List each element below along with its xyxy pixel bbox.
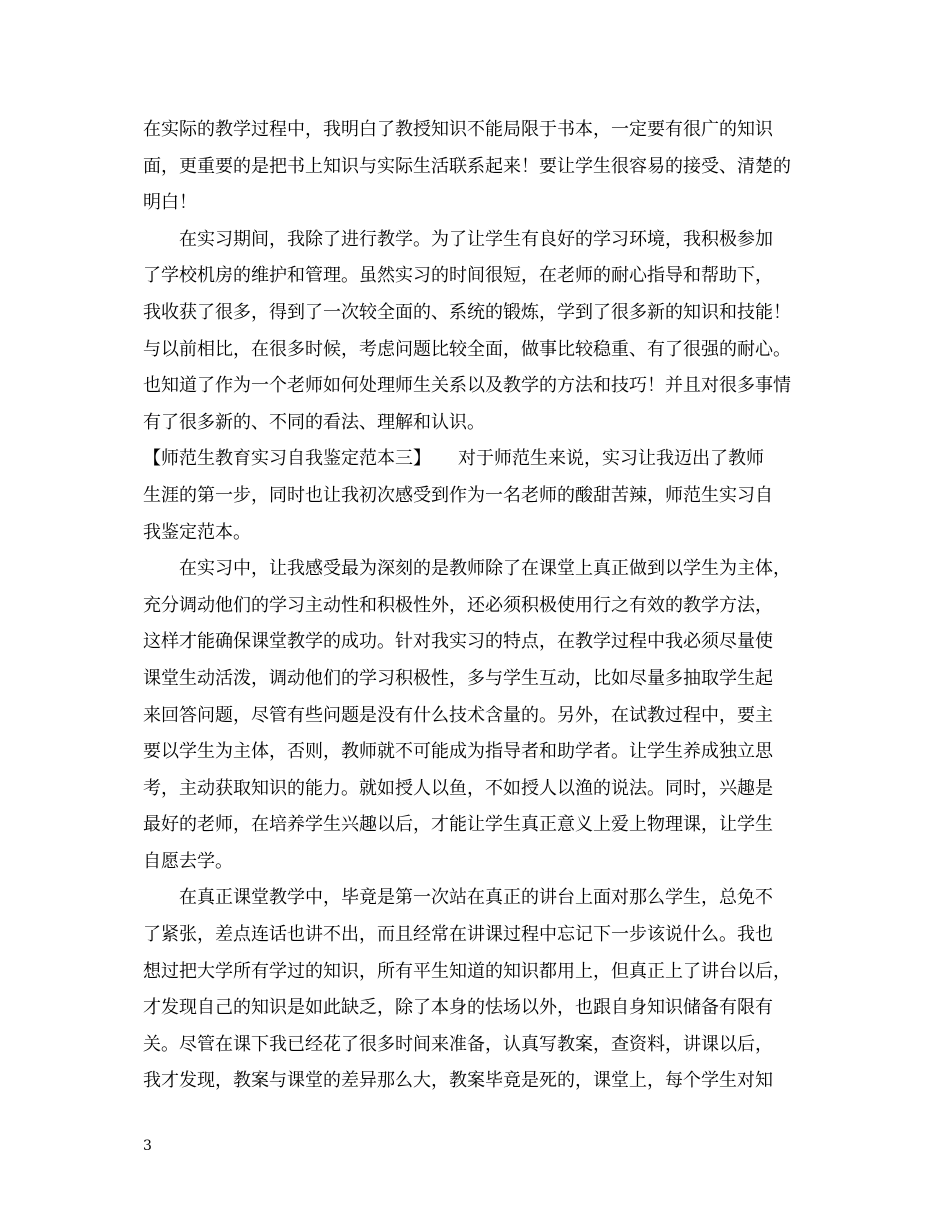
text-line: 这样才能确保课堂教学的成功。针对我实习的特点，在教学过程中我必须尽量使 [143, 631, 773, 653]
text-line: 想过把大学所有学过的知识，所有平生知道的知识都用上，但真正上了讲台以后， [143, 960, 791, 982]
text-line: 在真正课堂教学中，毕竟是第一次站在真正的讲台上面对那么学生，总免不 [143, 887, 773, 909]
text-line: 充分调动他们的学习主动性和积极性外，还必须积极使用行之有效的教学方法， [143, 594, 773, 616]
text-line: 要以学生为主体，否则，教师就不可能成为指导者和助学者。让学生养成独立思 [143, 741, 773, 763]
text-line: 有了很多新的、不同的看法、理解和认识。 [143, 411, 485, 433]
section-heading-line: 【师范生教育实习自我鉴定范本三】 对于师范生来说，实习让我迈出了教师 [143, 448, 764, 470]
text-line: 才发现自己的知识是如此缺乏，除了本身的怯场以外，也跟自身知识储备有限有 [143, 997, 773, 1019]
page-number: 3 [143, 1138, 152, 1154]
text-line: 在实习中，让我感受最为深刻的是教师除了在课堂上真正做到以学生为主体， [143, 558, 791, 580]
text-line: 自愿去学。 [143, 850, 233, 872]
text-line: 我收获了很多，得到了一次较全面的、系统的锻炼，学到了很多新的知识和技能！ [143, 301, 791, 323]
text-line: 我鉴定范本。 [143, 521, 251, 543]
text-line: 面，更重要的是把书上知识与实际生活联系起来！要让学生很容易的接受、清楚的 [143, 155, 791, 177]
text-line: 最好的老师，在培养学生兴趣以后，才能让学生真正意义上爱上物理课，让学生 [143, 814, 773, 836]
text-line: 了紧张，差点连话也讲不出，而且经常在讲课过程中忘记下一步该说什么。我也 [143, 924, 773, 946]
text-line: 明白！ [143, 192, 197, 214]
text-line: 在实习期间，我除了进行教学。为了让学生有良好的学习环境，我积极参加 [143, 228, 773, 250]
text-line: 与以前相比，在很多时候，考虑问题比较全面，做事比较稳重、有了很强的耐心。 [143, 338, 791, 360]
text-line: 关。尽管在课下我已经花了很多时间来准备，认真写教案，查资料，讲课以后， [143, 1033, 773, 1055]
text-line: 也知道了作为一个老师如何处理师生关系以及教学的方法和技巧！并且对很多事情 [143, 375, 791, 397]
text-line: 考，主动获取知识的能力。就如授人以鱼，不如授人以渔的说法。同时，兴趣是 [143, 777, 773, 799]
text-line: 在实际的教学过程中，我明白了教授知识不能局限于书本，一定要有很广的知识 [143, 119, 773, 140]
text-line: 了学校机房的维护和管理。虽然实习的时间很短，在老师的耐心指导和帮助下， [143, 265, 773, 287]
text-line: 课堂生动活泼，调动他们的学习积极性，多与学生互动，比如尽量多抽取学生起 [143, 667, 773, 689]
text-line: 我才发现，教案与课堂的差异那么大，教案毕竟是死的，课堂上，每个学生对知 [143, 1070, 773, 1092]
text-line: 生涯的第一步，同时也让我初次感受到作为一名老师的酸甜苦辣，师范生实习自 [143, 484, 773, 506]
text-line: 来回答问题，尽管有些问题是没有什么技术含量的。另外，在试教过程中，要主 [143, 704, 773, 726]
body-text [143, 112, 823, 1100]
